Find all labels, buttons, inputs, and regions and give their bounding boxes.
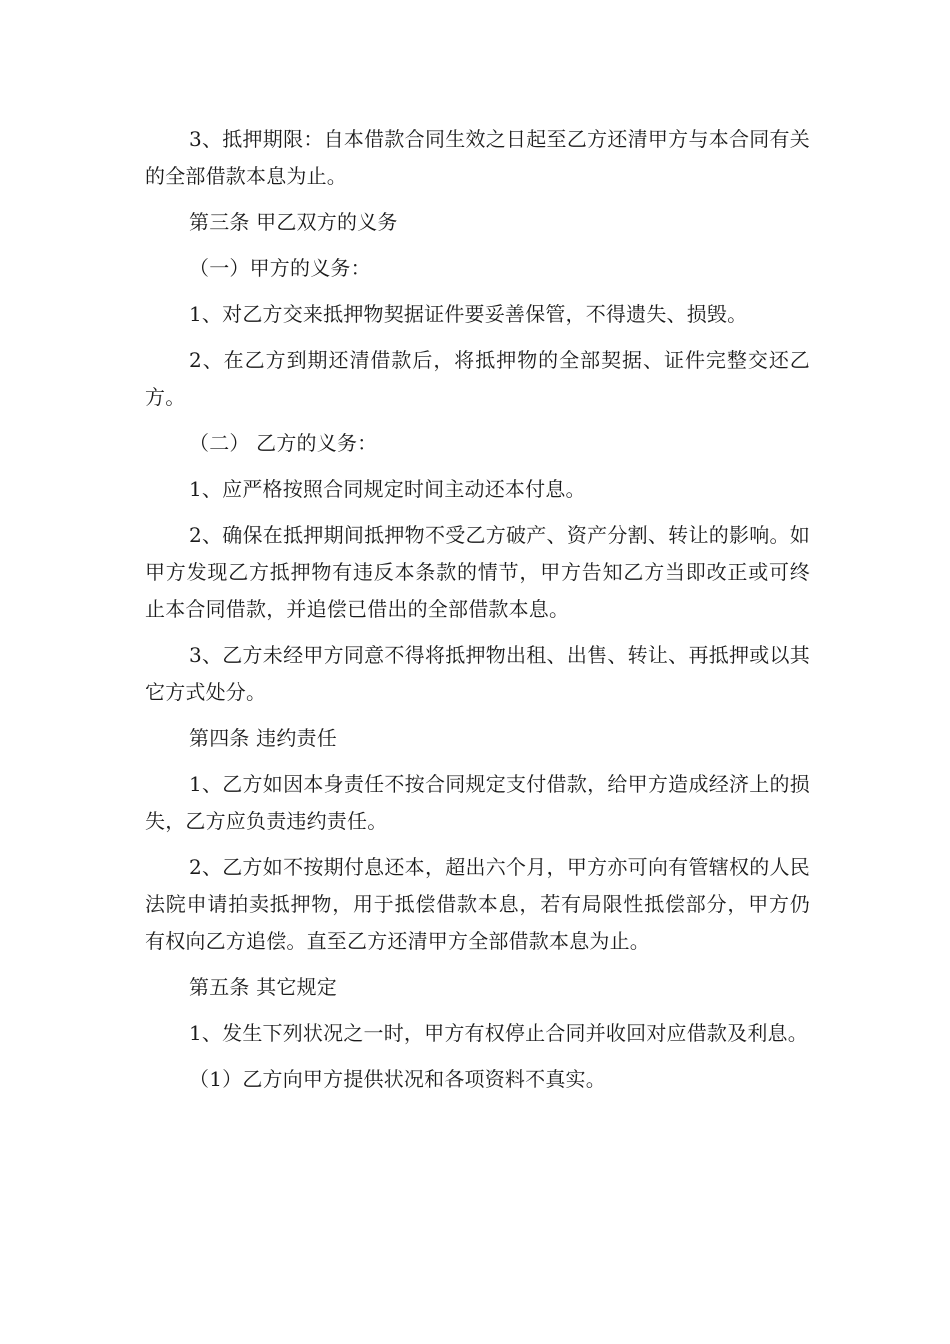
party-b-obligations-heading: （二） 乙方的义务： [189,431,378,455]
party-b-obligation-2: 2、确保在抵押期间抵押物不受乙方破产、资产分割、转让的影响。如甲方发现乙方抵押物有违反本条款的情节，甲方告知乙方当即改正或可终止本合同借款，并追偿已借出的全部借款本息。 [145,523,810,621]
party-a-obligation-2: 2、在乙方到期还清借款后，将抵押物的全部契据、证件完整交还乙方。 [145,348,810,409]
other-provision-1-item-1: （1）乙方向甲方提供状况和各项资料不真实。 [189,1067,606,1091]
clause-mortgage-term: 3、抵押期限：自本借款合同生效之日起至乙方还清甲方与本合同有关的全部借款本息为止。 [145,127,810,188]
other-provision-1: 1、发生下列状况之一时，甲方有权停止合同并收回对应借款及利息。 [189,1021,808,1045]
article-5-heading: 第五条 其它规定 [189,975,337,999]
article-3-heading: 第三条 甲乙双方的义务 [189,210,398,234]
article-4-heading: 第四条 违约责任 [189,726,337,750]
liability-clause-2: 2、乙方如不按期付息还本，超出六个月，甲方亦可向有管辖权的人民法院申请拍卖抵押物，用于抵偿借款本息，若有局限性抵偿部分，甲方仍有权向乙方追偿。直至乙方还清甲方全部借款本息为止。 [145,855,810,953]
party-b-obligation-3: 3、乙方未经甲方同意不得将抵押物出租、出售、转让、再抵押或以其它方式处分。 [145,643,810,704]
party-b-obligation-1: 1、应严格按照合同规定时间主动还本付息。 [189,477,586,501]
party-a-obligation-1: 1、对乙方交来抵押物契据证件要妥善保管，不得遗失、损毁。 [189,302,748,326]
party-a-obligations-heading: （一）甲方的义务： [189,256,371,280]
document-body [145,121,810,1107]
liability-clause-1: 1、乙方如因本身责任不按合同规定支付借款，给甲方造成经济上的损失，乙方应负责违约责任。 [145,772,810,833]
